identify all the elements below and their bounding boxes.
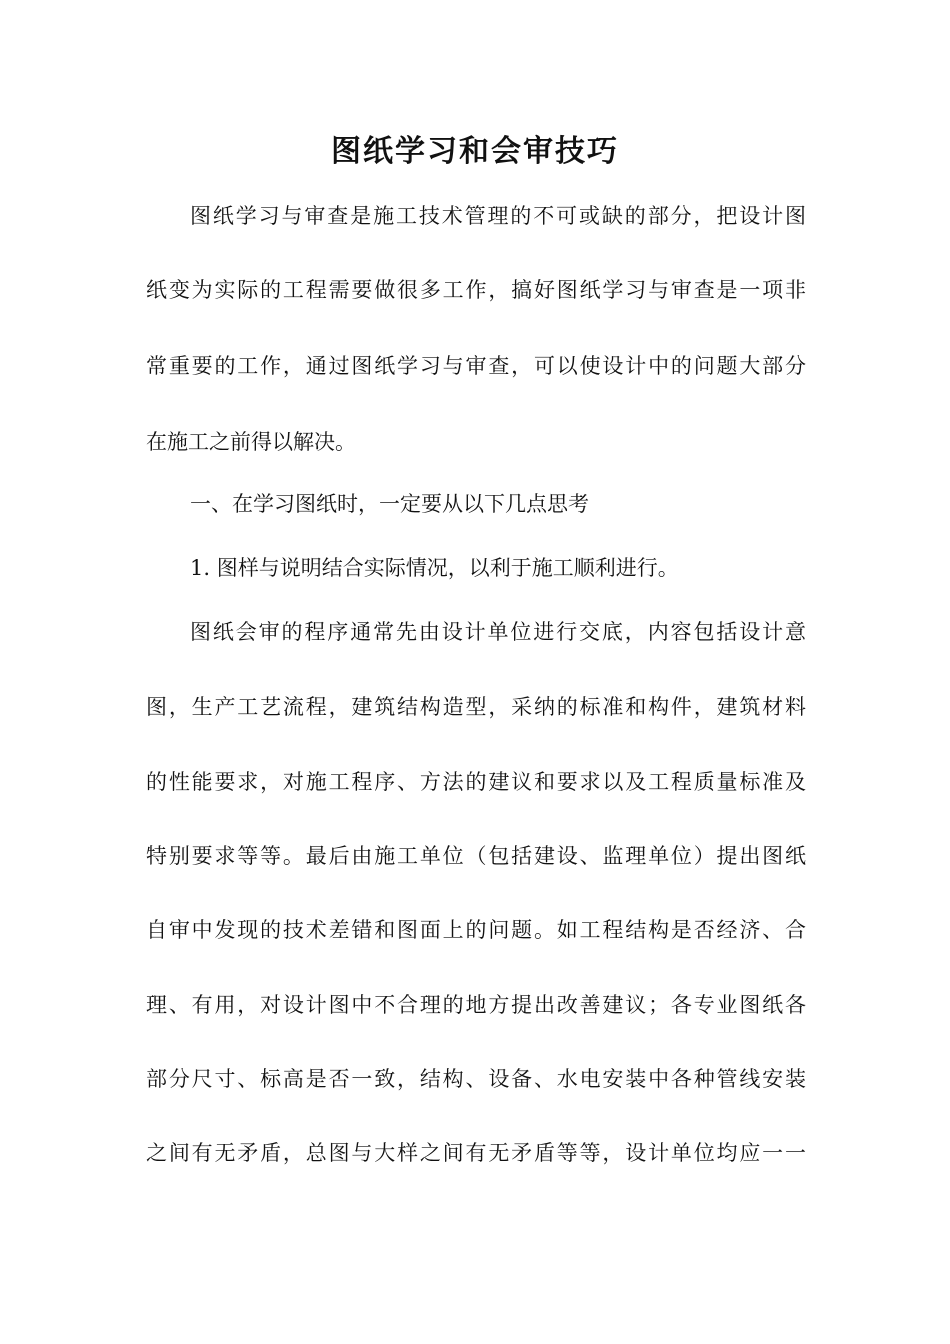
paragraph-2-line-8: 之间有无矛盾，总图与大样之间有无矛盾等等，设计单位均应一一 [146,1141,806,1165]
paragraph-1-line-1: 图纸学习与审查是施工技术管理的不可或缺的部分，把设计图 [190,204,806,228]
paragraph-2-line-2: 图，生产工艺流程，建筑结构造型，采纳的标准和构件，建筑材料 [146,695,806,719]
paragraph-2-line-6: 理、有用，对设计图中不合理的地方提出改善建议；各专业图纸各 [146,993,806,1017]
document-title: 图纸学习和会审技巧 [331,134,619,169]
paragraph-1-line-4: 在施工之前得以解决。 [146,430,356,454]
paragraph-2-line-3: 的性能要求，对施工程序、方法的建议和要求以及工程质量标准及 [146,770,806,794]
paragraph-2-line-1: 图纸会审的程序通常先由设计单位进行交底，内容包括设计意 [190,620,806,644]
paragraph-2-line-5: 自审中发现的技术差错和图面上的问题。如工程结构是否经济、合 [146,918,806,942]
subsection-item-1: 1. 图样与说明结合实际情况，以利于施工顺利进行。 [190,556,679,580]
paragraph-2-line-4: 特别要求等等。最后由施工单位（包括建设、监理单位）提出图纸 [146,844,806,868]
paragraph-2-line-7: 部分尺寸、标高是否一致，结构、设备、水电安装中各种管线安装 [146,1067,806,1091]
paragraph-1-line-3: 常重要的工作，通过图纸学习与审查，可以使设计中的问题大部分 [146,354,806,378]
section-heading-1: 一、在学习图纸时，一定要从以下几点思考 [190,492,589,516]
paragraph-1-line-2: 纸变为实际的工程需要做很多工作，搞好图纸学习与审查是一项非 [146,278,806,302]
